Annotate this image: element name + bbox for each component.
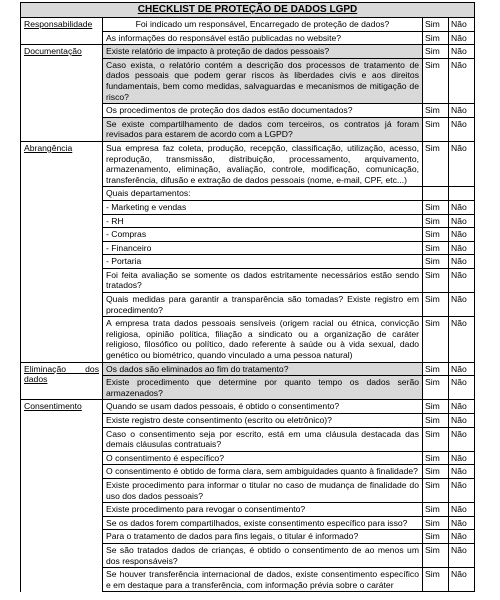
answer-yes[interactable]: Sim [423,241,449,255]
answer-no[interactable]: Não [449,568,475,592]
answer-no[interactable]: Não [449,362,475,376]
checklist-body [21,18,475,592]
question-text: Caso exista, o relatório contém a descrição dos processos de tratamento de dados pessoais que podem gerar riscos às liberdades civis e aos direitos fundamentais, bem como medidas, salvaguardas e mecanismos de mitigação de risco? [103,58,423,103]
question-text: As informações do responsável estão publicadas no website? [103,31,423,45]
question-text: O consentimento é obtido de forma clara, sem ambiguidades quanto à finalidade? [103,465,423,479]
answer-yes[interactable] [423,187,449,201]
question-text: Se são tratados dados de crianças, é obtido o consentimento de ao menos um dos responsáveis? [103,543,423,567]
answer-yes[interactable]: Sim [423,104,449,118]
question-text: - RH [103,214,423,228]
section-label: Documentação [21,45,103,142]
question-text: Para o tratamento de dados para fins legais, o titular é informado? [103,530,423,544]
answer-yes[interactable]: Sim [423,58,449,103]
section-label: Abrangência [21,141,103,362]
answer-yes[interactable]: Sim [423,141,449,186]
question-text: Quando se usam dados pessoais, é obtido o consentimento? [103,400,423,414]
answer-no[interactable]: Não [449,104,475,118]
checklist-row [21,400,475,414]
answer-no[interactable]: Não [449,214,475,228]
question-text: Existe relatório de impacto à proteção de dados pessoais? [103,45,423,59]
question-text: Existe procedimento para informar o titular no caso de mudança de finalidade do uso dos dados pessoais? [103,478,423,502]
answer-no[interactable]: Não [449,18,475,32]
document-title: CHECKLIST DE PROTEÇÃO DE DADOS LGPD [21,3,475,18]
answer-yes[interactable]: Sim [423,503,449,517]
question-text: Quais medidas para garantir a transparência são tomadas? Existe registro em procedimento? [103,293,423,317]
answer-no[interactable]: Não [449,530,475,544]
answer-yes[interactable]: Sim [423,427,449,451]
section-label: Eliminação dos dados [21,362,103,400]
question-text: Se existe compartilhamento de dados com terceiros, os contratos já foram revisados para estarem de acordo com a LGPD? [103,117,423,141]
answer-no[interactable]: Não [449,268,475,292]
answer-no[interactable]: Não [449,241,475,255]
checklist-row [21,18,475,32]
answer-yes[interactable]: Sim [423,293,449,317]
answer-no[interactable]: Não [449,478,475,502]
question-text: - Marketing e vendas [103,200,423,214]
section-label: Responsabilidade [21,18,103,45]
answer-no[interactable]: Não [449,45,475,59]
answer-no[interactable]: Não [449,200,475,214]
answer-no[interactable]: Não [449,117,475,141]
question-text: - Financeiro [103,241,423,255]
question-text: A empresa trata dados pessoais sensíveis (origem racial ou étnica, convicção religiosa, opinião política, filiação a sindicato ou a organização de caráter religioso, filosófico ou político, dado referente à saúde ou à vida sexual, dado genético ou biométrico, quando vinculado a uma pessoa natural) [103,317,423,362]
question-text: Caso o consentimento seja por escrito, está em uma cláusula destacada das demais cláusulas contratuais? [103,427,423,451]
section-label: Consentimento [21,400,103,592]
answer-yes[interactable]: Sim [423,400,449,414]
question-text: Foi indicado um responsável, Encarregado de proteção de dados? [103,18,423,32]
question-text: Se houver transferência internacional de dados, existe consentimento específico e em destaque para a transferência, com informação prévia sobre o caráter [103,568,423,592]
question-text: - Portaria [103,255,423,269]
answer-yes[interactable]: Sim [423,117,449,141]
question-text: O consentimento é específico? [103,451,423,465]
checklist-row [21,45,475,59]
question-text: - Compras [103,228,423,242]
answer-yes[interactable]: Sim [423,376,449,400]
answer-no[interactable]: Não [449,427,475,451]
question-text: Os procedimentos de proteção dos dados estão documentados? [103,104,423,118]
answer-yes[interactable]: Sim [423,228,449,242]
answer-no[interactable]: Não [449,58,475,103]
answer-yes[interactable]: Sim [423,414,449,428]
question-text: Existe procedimento para revogar o consentimento? [103,503,423,517]
answer-no[interactable]: Não [449,255,475,269]
answer-no[interactable]: Não [449,141,475,186]
checklist-document [20,2,474,592]
answer-yes[interactable]: Sim [423,465,449,479]
answer-yes[interactable]: Sim [423,18,449,32]
answer-no[interactable]: Não [449,414,475,428]
answer-no[interactable]: Não [449,503,475,517]
question-text: Os dados são eliminados ao fim do tratamento? [103,362,423,376]
answer-yes[interactable]: Sim [423,451,449,465]
answer-yes[interactable]: Sim [423,317,449,362]
answer-no[interactable]: Não [449,317,475,362]
answer-yes[interactable]: Sim [423,214,449,228]
title-row [21,3,475,18]
answer-no[interactable]: Não [449,400,475,414]
question-text: Existe procedimento que determine por quanto tempo os dados serão armazenados? [103,376,423,400]
answer-no[interactable]: Não [449,293,475,317]
answer-no[interactable]: Não [449,31,475,45]
checklist-row [21,141,475,186]
answer-yes[interactable]: Sim [423,31,449,45]
answer-yes[interactable]: Sim [423,478,449,502]
answer-no[interactable] [449,187,475,201]
answer-no[interactable]: Não [449,451,475,465]
answer-yes[interactable]: Sim [423,268,449,292]
answer-yes[interactable]: Sim [423,568,449,592]
answer-yes[interactable]: Sim [423,530,449,544]
question-text: Se os dados forem compartilhados, existe consentimento específico para isso? [103,516,423,530]
answer-no[interactable]: Não [449,228,475,242]
question-text: Sua empresa faz coleta, produção, recepção, classificação, utilização, acesso, reprodução, transmissão, distribuição, processamento, arquivamento, armazenamento, eliminação, avaliação, controle, modificação, comunicação, transferência, difusão e extração de dados pessoais (nome, e-mail, CPF, etc...) [103,141,423,186]
checklist-row [21,362,475,376]
answer-yes[interactable]: Sim [423,255,449,269]
answer-no[interactable]: Não [449,516,475,530]
answer-yes[interactable]: Sim [423,45,449,59]
question-text: Quais departamentos: [103,187,423,201]
question-text: Foi feita avaliação se somente os dados estritamente necessários estão sendo tratados? [103,268,423,292]
answer-yes[interactable]: Sim [423,543,449,567]
answer-no[interactable]: Não [449,465,475,479]
answer-yes[interactable]: Sim [423,200,449,214]
answer-yes[interactable]: Sim [423,516,449,530]
answer-yes[interactable]: Sim [423,362,449,376]
checklist-table [20,2,475,592]
question-text: Existe registro deste consentimento (escrito ou eletrônico)? [103,414,423,428]
answer-no[interactable]: Não [449,543,475,567]
answer-no[interactable]: Não [449,376,475,400]
